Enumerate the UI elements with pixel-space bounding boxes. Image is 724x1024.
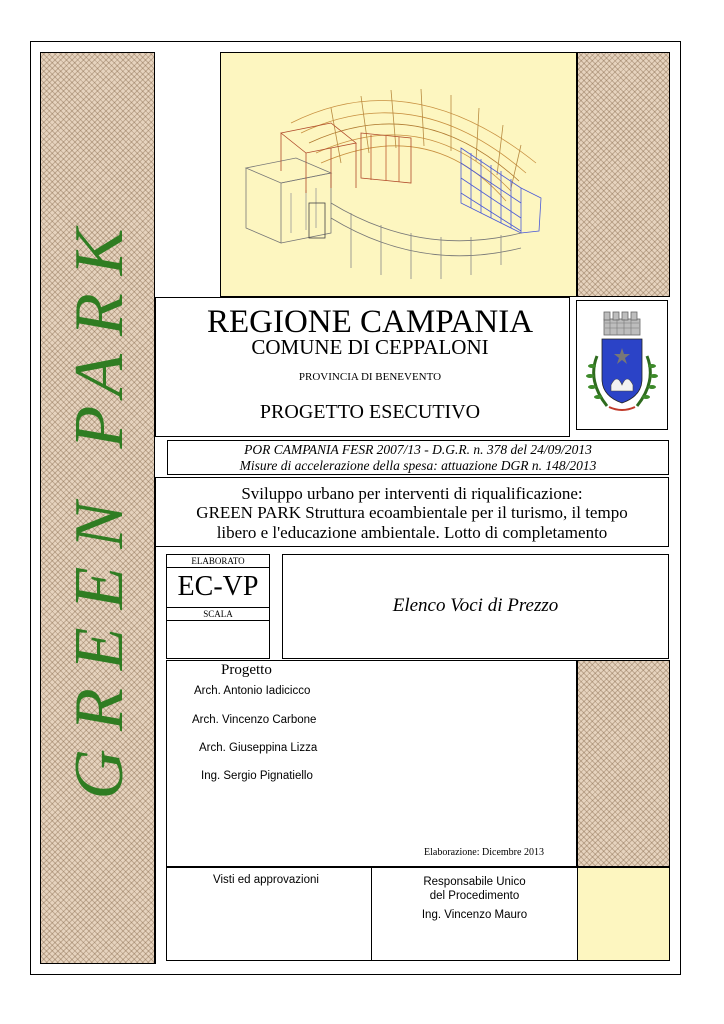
green-park-vertical-title: GREEN PARK	[61, 210, 138, 800]
rendering-panel	[220, 52, 577, 297]
drawing-title: Elenco Voci di Prezzo	[392, 595, 559, 616]
elaborato-divider-3	[166, 620, 270, 621]
designer-2: Arch. Vincenzo Carbone	[192, 714, 317, 726]
rup-line-2: del Procedimento	[429, 890, 520, 902]
elaboration-date: Elaborazione: Dicembre 2013	[424, 847, 544, 858]
scala-label: SCALA	[203, 609, 233, 619]
green-park-title-container	[55, 195, 145, 815]
province-label: PROVINCIA DI BENEVENTO	[298, 371, 442, 383]
right-hatched-band	[577, 52, 670, 297]
designer-3: Arch. Giuseppina Lizza	[199, 742, 318, 754]
description-line-1: Sviluppo urbano per interventi di riqualificazione:	[241, 484, 583, 503]
elaborato-label: ELABORATO	[191, 556, 245, 566]
project-label: Progetto	[221, 662, 272, 678]
project-type-title: PROGETTO ESECUTIVO	[259, 401, 481, 423]
rup-line-1: Responsabile Unico	[423, 876, 526, 888]
approvals-label: Visti ed approvazioni	[213, 874, 319, 886]
coat-of-arms-icon	[577, 301, 667, 429]
building-rendering	[221, 53, 576, 296]
designer-1: Arch. Antonio Iadicicco	[194, 685, 311, 697]
description-line-3: libero e l'educazione ambientale. Lotto di completamento	[216, 523, 608, 542]
funding-line-1: POR CAMPANIA FESR 2007/13 - D.G.R. n. 378 del 24/09/2013	[244, 442, 592, 457]
municipality-title: COMUNE DI CEPPALONI	[251, 335, 489, 359]
funding-line-2: Misure di accelerazione della spesa: attuazione DGR n. 148/2013	[239, 458, 597, 473]
designer-4: Ing. Sergio Pignatiello	[201, 770, 313, 782]
region-title: REGIONE CAMPANIA	[206, 304, 534, 340]
elaborato-divider-1	[166, 567, 270, 568]
right-hatched-lower	[577, 660, 670, 867]
crest-box	[576, 300, 668, 430]
drawing-code: EC-VP	[177, 571, 259, 602]
description-line-2: GREEN PARK Struttura ecoambientale per il turismo, il tempo	[196, 503, 628, 522]
rup-cell-fill	[577, 868, 669, 960]
rup-name: Ing. Vincenzo Mauro	[421, 909, 528, 921]
